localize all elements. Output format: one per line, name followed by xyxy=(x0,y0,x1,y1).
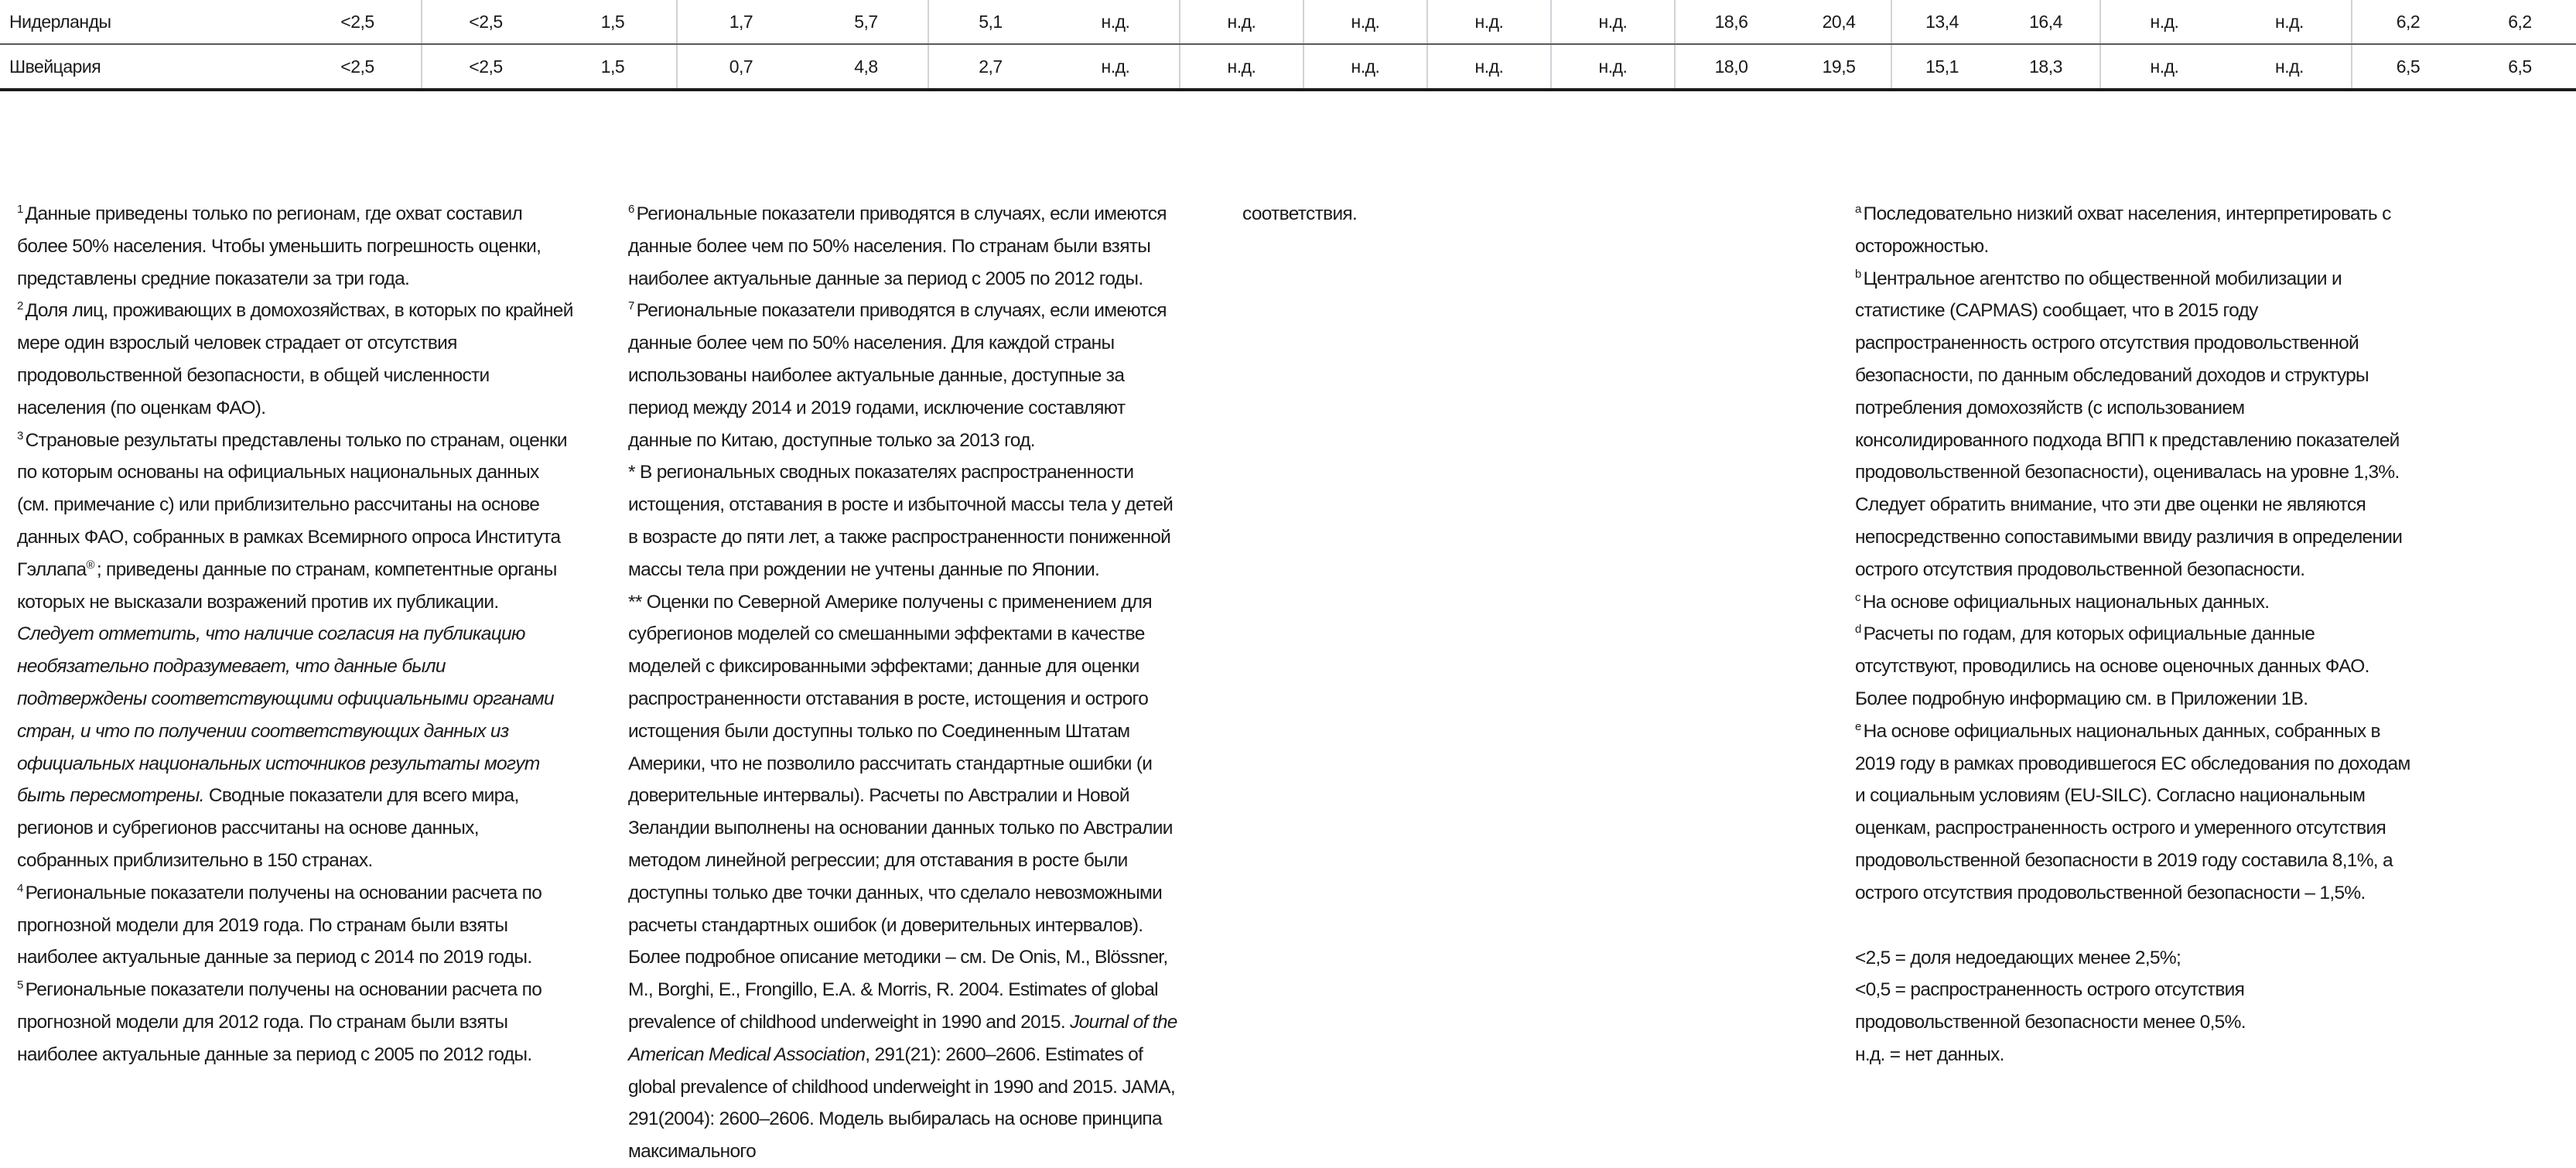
table-cell: <2,5 xyxy=(294,44,422,90)
table-cell: н.д. xyxy=(1551,0,1675,44)
footnote-d: $^d$ Расчеты по годам, для которых официальные данные отсутствуют, проводились на основе оценочных данных ФАО. Более подробную информацию см. в Приложении 1B. xyxy=(1855,623,2369,709)
table-cell: н.д. xyxy=(1551,44,1675,90)
legend-undernourishment: <2,5 = доля недоедающих менее 2,5%; xyxy=(1855,947,2181,968)
table-cell: 5,7 xyxy=(805,0,928,44)
spacer xyxy=(1855,910,2412,942)
table-cell: 18,6 xyxy=(1675,0,1787,44)
legend-no-data: н.д. = нет данных. xyxy=(1855,1043,2004,1065)
table-cell: 4,8 xyxy=(805,44,928,90)
table-cell: н.д. xyxy=(1052,0,1180,44)
table-cell: н.д. xyxy=(1303,0,1427,44)
table-cell: 1,5 xyxy=(549,44,677,90)
footnotes-column-3 xyxy=(1242,198,1799,231)
table-cell: н.д. xyxy=(2228,44,2352,90)
data-table xyxy=(0,0,2576,91)
footnote-b: $^b$ Центральное агентство по общественной мобилизации и статистике (CAPMAS) сообщает, что в 2015 году распространенность острого отсутствия продовольственной безопасности, по данным обследований доходов и структуры потребления домохозяйств (с использованием консолидированного подхода ВПП к представлению показателей продовольственной безопасности), оценивалась на уровне 1,3%. Следует обратить внимание, что эти две оценки не являются непосредственно сопоставимыми ввиду различия в определении острого отсутствия продовольственной безопасности. xyxy=(1855,267,2403,580)
footnote-5: $^5$ Региональные показатели получены на основании расчета по прогнозной модели для 2012 года. По странам были взяты наиболее актуальные данные за период с 2005 по 2012 годы. xyxy=(17,978,542,1065)
table-cell: 2,7 xyxy=(928,44,1052,90)
table-cell: 19,5 xyxy=(1787,44,1891,90)
table-cell: н.д. xyxy=(1052,44,1180,90)
table-cell: 13,4 xyxy=(1891,0,1992,44)
table-cell: <2,5 xyxy=(294,0,422,44)
table-cell: н.д. xyxy=(2100,44,2228,90)
table-cell: 18,0 xyxy=(1675,44,1787,90)
table-cell: 1,5 xyxy=(549,0,677,44)
table-cell: н.д. xyxy=(1427,44,1551,90)
table-cell: н.д. xyxy=(1180,44,1303,90)
footnote-2: $^2$ Доля лиц, проживающих в домохозяйствах, в которых по крайней мере один взрослый человек страдает от отсутствия продовольственной безопасности, в общей численности населения (по оценкам ФАО). xyxy=(17,299,573,418)
journal-title: Journal of the American Medical Association xyxy=(628,1011,1177,1065)
table-cell: н.д. xyxy=(2100,0,2228,44)
footnote-e: $^e$ На основе официальных национальных данных, собранных в 2019 году в рамках проводившегося ЕС обследования по доходам и социальным условиям (EU-SILC). Согласно национальным оценкам, распространенность острого и умеренного отсутствия продовольственной безопасности в 2019 году составила 8,1%, а острого отсутствия продовольственной безопасности – 1,5%. xyxy=(1855,719,2410,903)
footnotes xyxy=(0,198,2410,1163)
footnote-3: $^3$ Страновые результаты представлены только по странам, оценки по которым основаны на официальных национальных данных (см. примечание c) или приблизительно рассчитаны на основе данных ФАО, собранных в рамках Всемирного опроса Института Гэллапа® ; приведены данные по странам, компетентные органы которых не высказали возражений против их публикации. Следует отметить, что наличие согласия на публикацию необязательно подразумевает, что данные были подтверждены соответствующими официальными органами стран, и что по получении соответствующих данных из официальных национальных источников результаты могут быть пересмотрены. Сводные показатели для всего мира, регионов и субрегионов рассчитаны на основе данных, собранных приблизительно в 150 странах. xyxy=(17,429,567,871)
table-cell: н.д. xyxy=(1180,0,1303,44)
table-cell: <2,5 xyxy=(422,44,549,90)
table-row xyxy=(0,0,2576,44)
footnotes-column-2 xyxy=(628,198,1185,1168)
footnote-4: $^4$ Региональные показатели получены на основании расчета по прогнозной модели для 2019 года. По странам были взяты наиболее актуальные данные за период с 2014 по 2019 годы. xyxy=(17,881,542,968)
footnote-star-2: ** Оценки по Северной Америке получены с применением для субрегионов моделей со смешанными эффектами в качестве моделей с фиксированными эффектами; данные для оценки распространенности отставания в росте, истощения и острого истощения были доступны только по Соединенным Штатам Америки, что не позволило рассчитать стандартные ошибки (и доверительные интервалы). Расчеты по Австралии и Новой Зеландии выполнены на основании данных только по Австралии методом линейной регрессии; для отставания в росте были доступны только две точки данных, что сделало невозможными расчеты стандартных ошибок (и доверительных интервалов). Более подробное описание методики – см. De Onis, M., Blössner, M., Borghi, E., Frongillo, E.A. & Morris, R. 2004. Estimates of global prevalence of childhood underweight in 1990 and 2015. Journal of the American Medical Association, 291(21): 2600–2606. Estimates of global prevalence of childhood underweight in 1990 and 2015. JAMA, 291(2004): 2600–2606. Модель выбиралась на основе принципа максимального xyxy=(628,591,1177,1163)
table-cell: 18,3 xyxy=(1992,44,2100,90)
table-cell: 20,4 xyxy=(1787,0,1891,44)
table-cell: 0,7 xyxy=(677,44,805,90)
footnote-a: $^a$ Последовательно низкий охват населения, интерпретировать с осторожностью. xyxy=(1855,203,2391,257)
table-cell: 6,5 xyxy=(2464,44,2576,90)
footnote-star-2-continued: соответствия. xyxy=(1242,203,1358,224)
table-cell: 5,1 xyxy=(928,0,1052,44)
table-cell: 16,4 xyxy=(1992,0,2100,44)
table-cell: 6,2 xyxy=(2352,0,2464,44)
footnotes-column-4 xyxy=(1855,198,2412,1071)
footnote-star-1: * В региональных сводных показателях распространенности истощения, отставания в росте и избыточной массы тела у детей в возрасте до пяти лет, а также распространенности пониженной массы тела при рождении не учтены данные по Японии. xyxy=(628,462,1174,580)
country-name: Нидерланды xyxy=(0,0,294,44)
footnotes-column-1 xyxy=(17,198,574,1071)
table-row xyxy=(0,44,2576,90)
footnote-1: $^1$ Данные приведены только по регионам, где охват составил более 50% населения. Чтобы уменьшить погрешность оценки, представлены средние показатели за три года. xyxy=(17,203,542,289)
legend-food-insecurity: <0,5 = распространенность острого отсутствия продовольственной безопасности менее 0,5%. xyxy=(1855,979,2246,1033)
table-cell: 15,1 xyxy=(1891,44,1992,90)
footnote-3-caveat: Следует отметить, что наличие согласия на публикацию необязательно подразумевает, что данные были подтверждены соответствующими официальными органами стран, и что по получении соответствующих данных из официальных национальных источников результаты могут быть пересмотрены. xyxy=(17,623,554,807)
footnote-6: $^6$ Региональные показатели приводятся в случаях, если имеются данные более чем по 50% населения. По странам были взяты наиболее актуальные данные за период с 2005 по 2012 годы. xyxy=(628,203,1167,289)
table-cell: н.д. xyxy=(1427,0,1551,44)
table-cell: 6,5 xyxy=(2352,44,2464,90)
table-cell: н.д. xyxy=(2228,0,2352,44)
footnote-7: $^7$ Региональные показатели приводятся в случаях, если имеются данные более чем по 50% населения. Для каждой страны использованы наиболее актуальные данные, доступные за период между 2014 и 2019 годами, исключение составляют данные по Китаю, доступные только за 2013 год. xyxy=(628,299,1167,451)
table-cell: н.д. xyxy=(1303,44,1427,90)
table-cell: <2,5 xyxy=(422,0,549,44)
table-cell: 6,2 xyxy=(2464,0,2576,44)
footnote-c: $^c$ На основе официальных национальных данных. xyxy=(1855,590,2270,613)
table-cell: 1,7 xyxy=(677,0,805,44)
country-name: Швейцария xyxy=(0,44,294,90)
